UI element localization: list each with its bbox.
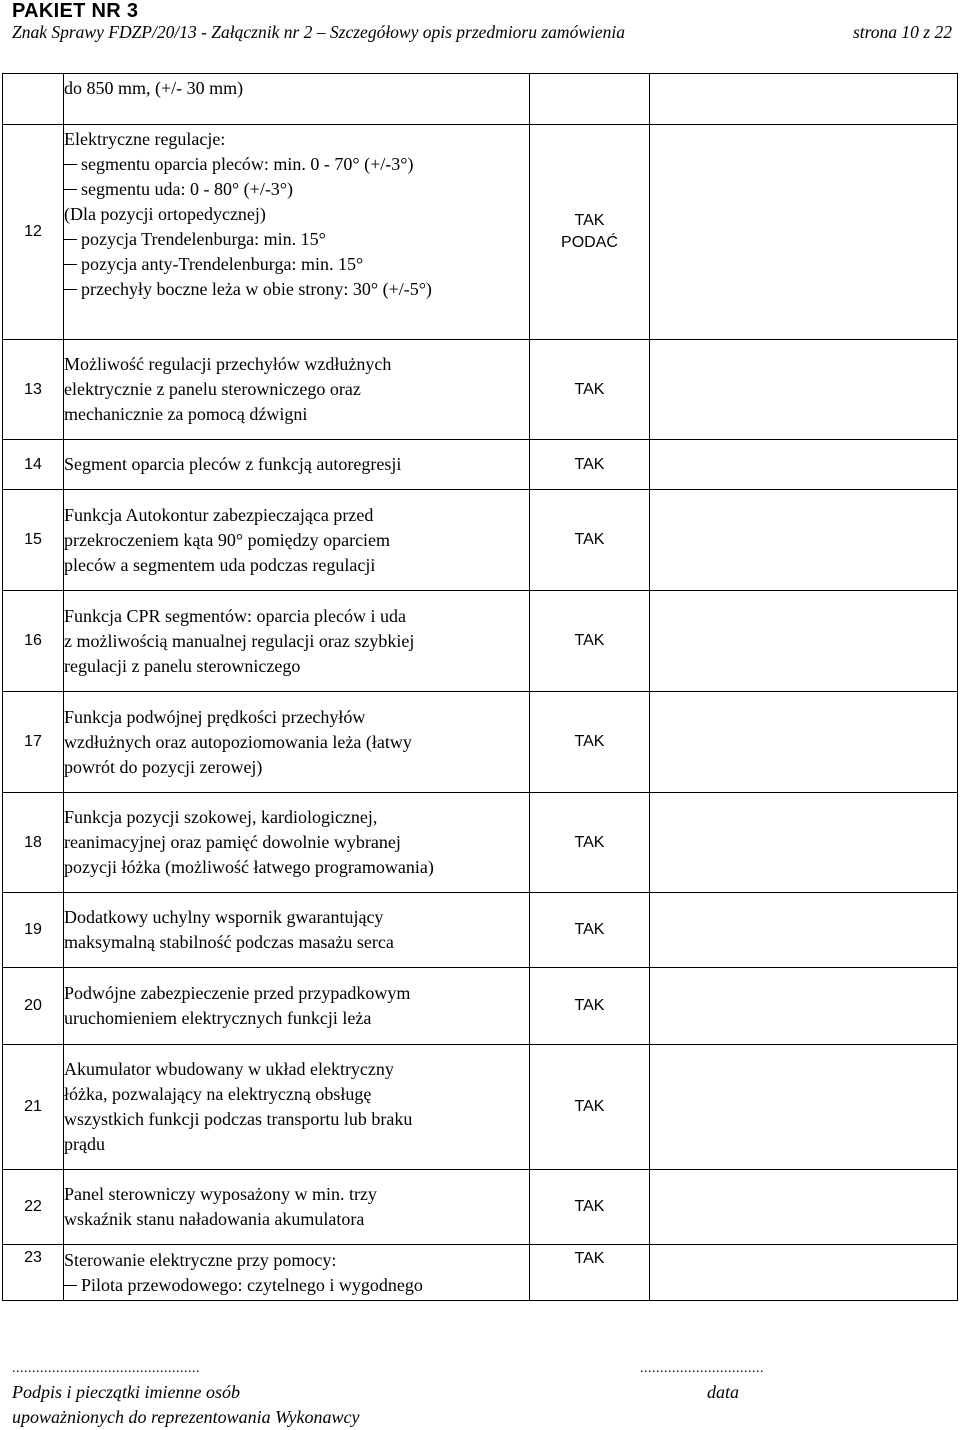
signature-dotted-line: ............................................... xyxy=(12,1361,200,1376)
offer-cell xyxy=(650,74,958,125)
row-number xyxy=(3,74,64,125)
table-row xyxy=(3,968,958,1045)
offer-cell xyxy=(650,968,958,1045)
offer-cell xyxy=(650,1045,958,1170)
row-description xyxy=(64,125,530,340)
row-description: Funkcja Autokontur zabezpieczająca przed przekroczeniem kąta 90° pomiędzy oparciem pleców a segmentem uda podczas regulacji xyxy=(64,490,530,591)
table-row xyxy=(3,440,958,490)
date-dotted-line: ............................... xyxy=(640,1361,764,1376)
reference-line: Znak Sprawy FDZP/20/13 - Załącznik nr 2 – Szczegółowy opis przedmioru zamówienia xyxy=(12,22,625,42)
description-bullet-line: segmentu oparcia pleców: min. 0 - 70° (+/-3°) xyxy=(64,152,529,177)
row-answer: TAK xyxy=(530,1245,650,1301)
row-answer: TAK PODAĆ xyxy=(530,125,650,340)
page-number: strona 10 z 22 xyxy=(852,22,952,42)
row-answer: TAK xyxy=(530,893,650,968)
table-row xyxy=(3,893,958,968)
row-number: 20 xyxy=(3,968,64,1045)
row-number: 13 xyxy=(3,340,64,440)
description-bullet-line: pozycja anty-Trendelenburga: min. 15° xyxy=(64,252,529,277)
offer-cell xyxy=(650,1245,958,1301)
row-description: Możliwość regulacji przechyłów wzdłużnych elektrycznie z panelu sterowniczego oraz mechanicznie za pomocą dźwigni xyxy=(64,340,530,440)
row-description: Funkcja CPR segmentów: oparcia pleców i uda z możliwością manualnej regulacji oraz szybkiej regulacji z panelu sterowniczego xyxy=(64,591,530,692)
row-answer: TAK xyxy=(530,968,650,1045)
description-bullet-line: przechyły boczne leża w obie strony: 30° (+/-5°) xyxy=(64,277,529,302)
offer-cell xyxy=(650,1170,958,1245)
row-answer: TAK xyxy=(530,490,650,591)
offer-cell xyxy=(650,440,958,490)
signature-label-continued: upoważnionych do reprezentowania Wykonawcy xyxy=(12,1407,360,1427)
signature-label: Podpis i pieczątki imienne osób xyxy=(12,1382,240,1402)
table-row xyxy=(3,340,958,440)
row-answer: TAK xyxy=(530,793,650,893)
dash-bullet-icon xyxy=(64,1285,77,1286)
row-description: Sterowanie elektryczne przy pomocy: Pilota przewodowego: czytelnego i wygodnego xyxy=(64,1245,530,1301)
description-bullet-line: Pilota przewodowego: czytelnego i wygodnego xyxy=(64,1273,529,1298)
dash-bullet-icon xyxy=(64,189,77,190)
row-number: 15 xyxy=(3,490,64,591)
dash-bullet-icon xyxy=(64,239,77,240)
description-bullet-line: pozycja Trendelenburga: min. 15° xyxy=(64,227,529,252)
row-answer: TAK xyxy=(530,591,650,692)
row-number: 14 xyxy=(3,440,64,490)
row-number: 22 xyxy=(3,1170,64,1245)
row-answer: TAK xyxy=(530,1170,650,1245)
row-answer: TAK xyxy=(530,692,650,793)
table-row xyxy=(3,490,958,591)
row-description: Segment oparcia pleców z funkcją autoregresji xyxy=(64,440,530,490)
description-line: (Dla pozycji ortopedycznej) xyxy=(64,204,266,224)
row-answer: TAK xyxy=(530,340,650,440)
package-title: PAKIET NR 3 xyxy=(12,0,139,22)
row-description: Akumulator wbudowany w układ elektryczny łóżka, pozwalający na elektryczną obsługę wszystkich funkcji podczas transportu lub braku prądu xyxy=(64,1045,530,1170)
table-row xyxy=(3,74,958,125)
table-row xyxy=(3,1170,958,1245)
offer-cell xyxy=(650,893,958,968)
offer-cell xyxy=(650,692,958,793)
description-line: do 850 mm, (+/- 30 mm) xyxy=(64,78,244,98)
specification-table xyxy=(2,73,958,1301)
row-number: 19 xyxy=(3,893,64,968)
offer-cell xyxy=(650,490,958,591)
dash-bullet-icon xyxy=(64,164,77,165)
row-description xyxy=(64,74,530,125)
row-answer: TAK xyxy=(530,440,650,490)
description-line: Elektryczne regulacje: xyxy=(64,129,226,149)
table-row xyxy=(3,1045,958,1170)
table-row xyxy=(3,793,958,893)
row-answer: TAK xyxy=(530,1045,650,1170)
row-number: 21 xyxy=(3,1045,64,1170)
offer-cell xyxy=(650,340,958,440)
row-description: Funkcja pozycji szokowej, kardiologicznej, reanimacyjnej oraz pamięć dowolnie wybranej pozycji łóżka (możliwość łatwego programowania) xyxy=(64,793,530,893)
description-bullet-line: segmentu uda: 0 - 80° (+/-3°) xyxy=(64,177,529,202)
offer-cell xyxy=(650,793,958,893)
offer-cell xyxy=(650,591,958,692)
table-row xyxy=(3,125,958,340)
offer-cell xyxy=(650,125,958,340)
row-answer xyxy=(530,74,650,125)
row-description: Funkcja podwójnej prędkości przechyłów wzdłużnych oraz autopoziomowania leża (łatwy powrót do pozycji zerowej) xyxy=(64,692,530,793)
table-row xyxy=(3,692,958,793)
row-number: 12 xyxy=(3,125,64,340)
row-description: Panel sterowniczy wyposażony w min. trzy wskaźnik stanu naładowania akumulatora xyxy=(64,1170,530,1245)
table-row xyxy=(3,1245,958,1301)
table-row xyxy=(3,591,958,692)
dash-bullet-icon xyxy=(64,289,77,290)
row-number: 16 xyxy=(3,591,64,692)
row-description: Dodatkowy uchylny wspornik gwarantujący maksymalną stabilność podczas masażu serca xyxy=(64,893,530,968)
row-number: 23 xyxy=(3,1245,64,1301)
row-description: Podwójne zabezpieczenie przed przypadkowym uruchomieniem elektrycznych funkcji leża xyxy=(64,968,530,1045)
row-number: 18 xyxy=(3,793,64,893)
date-label: data xyxy=(707,1382,740,1402)
dash-bullet-icon xyxy=(64,264,77,265)
row-number: 17 xyxy=(3,692,64,793)
